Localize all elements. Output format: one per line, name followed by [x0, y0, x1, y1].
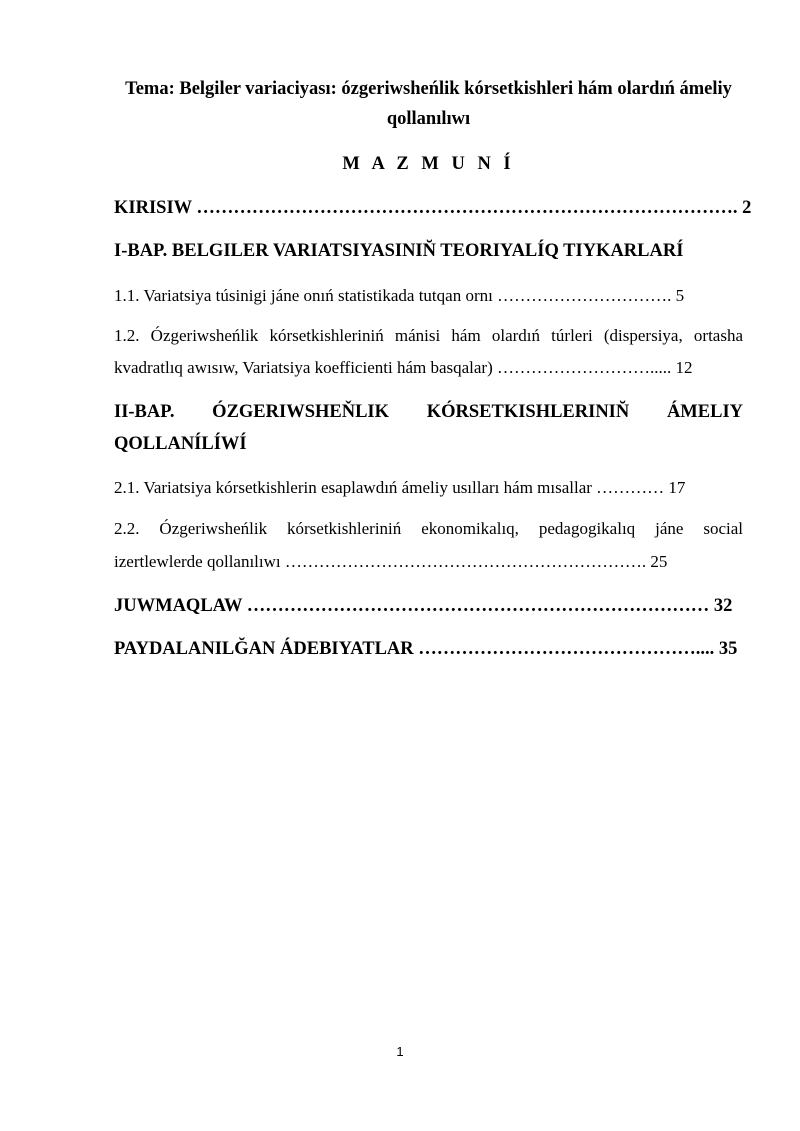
toc-chapter-2-line-2: QOLLANÍLÍWÍ	[114, 434, 247, 454]
toc-entry-2-1: 2.1. Variatsiya kórsetkishlerin esaplawdıń ámeliy usılları hám mısallar ………… 17	[114, 478, 686, 497]
toc-entry-references: PAYDALANILĞAN ÁDEBIYATLAR ……………………………………….... 35	[114, 639, 738, 659]
toc-entry-1-2-line-1: 1.2. Ózgeriwsheńlik kórsetkishleriniń mánisi hám olardıń túrleri (dispersiya, ortasha	[114, 326, 743, 345]
contents-heading: M A Z M U N Í	[342, 154, 515, 174]
page-number: 1	[396, 1044, 404, 1059]
toc-entry-1-2-line-2: kvadratlıq awısıw, Variatsiya koefficienti hám basqalar) ………………………..... 12	[114, 358, 693, 377]
toc-entry-2-2-line-1: 2.2. Ózgeriwsheńlik kórsetkishleriniń ekonomikalıq, pedagogikalıq jáne social	[114, 519, 743, 538]
toc-entry-2-2-line-2: izertlewlerde qollanılıwı ………………………………………………………. 25	[114, 552, 668, 571]
toc-entry-juwmaqlaw: JUWMAQLAW ………………………………………………………………… 32	[114, 596, 733, 616]
toc-entry-1-1: 1.1. Variatsiya túsinigi jáne onıń statistikada tutqan ornı …………………………. 5	[114, 286, 685, 305]
title-line-1: Tema: Belgiler variaciyası: ózgeriwsheńlik kórsetkishleri hám olardıń ámeliy	[125, 79, 732, 99]
title-line-2: qollanılıwı	[386, 109, 471, 129]
toc-chapter-2-line-1: II-BAP. ÓZGERIWSHEŇLIK KÓRSETKISHLERININ̆ ÁMELIY	[114, 402, 743, 422]
toc-chapter-1: I-BAP. BELGILER VARIATSIYASININ̆ TEORIYALÍQ TIYKARLARÍ	[114, 241, 684, 261]
document-title	[114, 74, 743, 134]
toc-entry-kirisiw: KIRISIW ……………………………………………………………………………. 2	[114, 198, 752, 218]
